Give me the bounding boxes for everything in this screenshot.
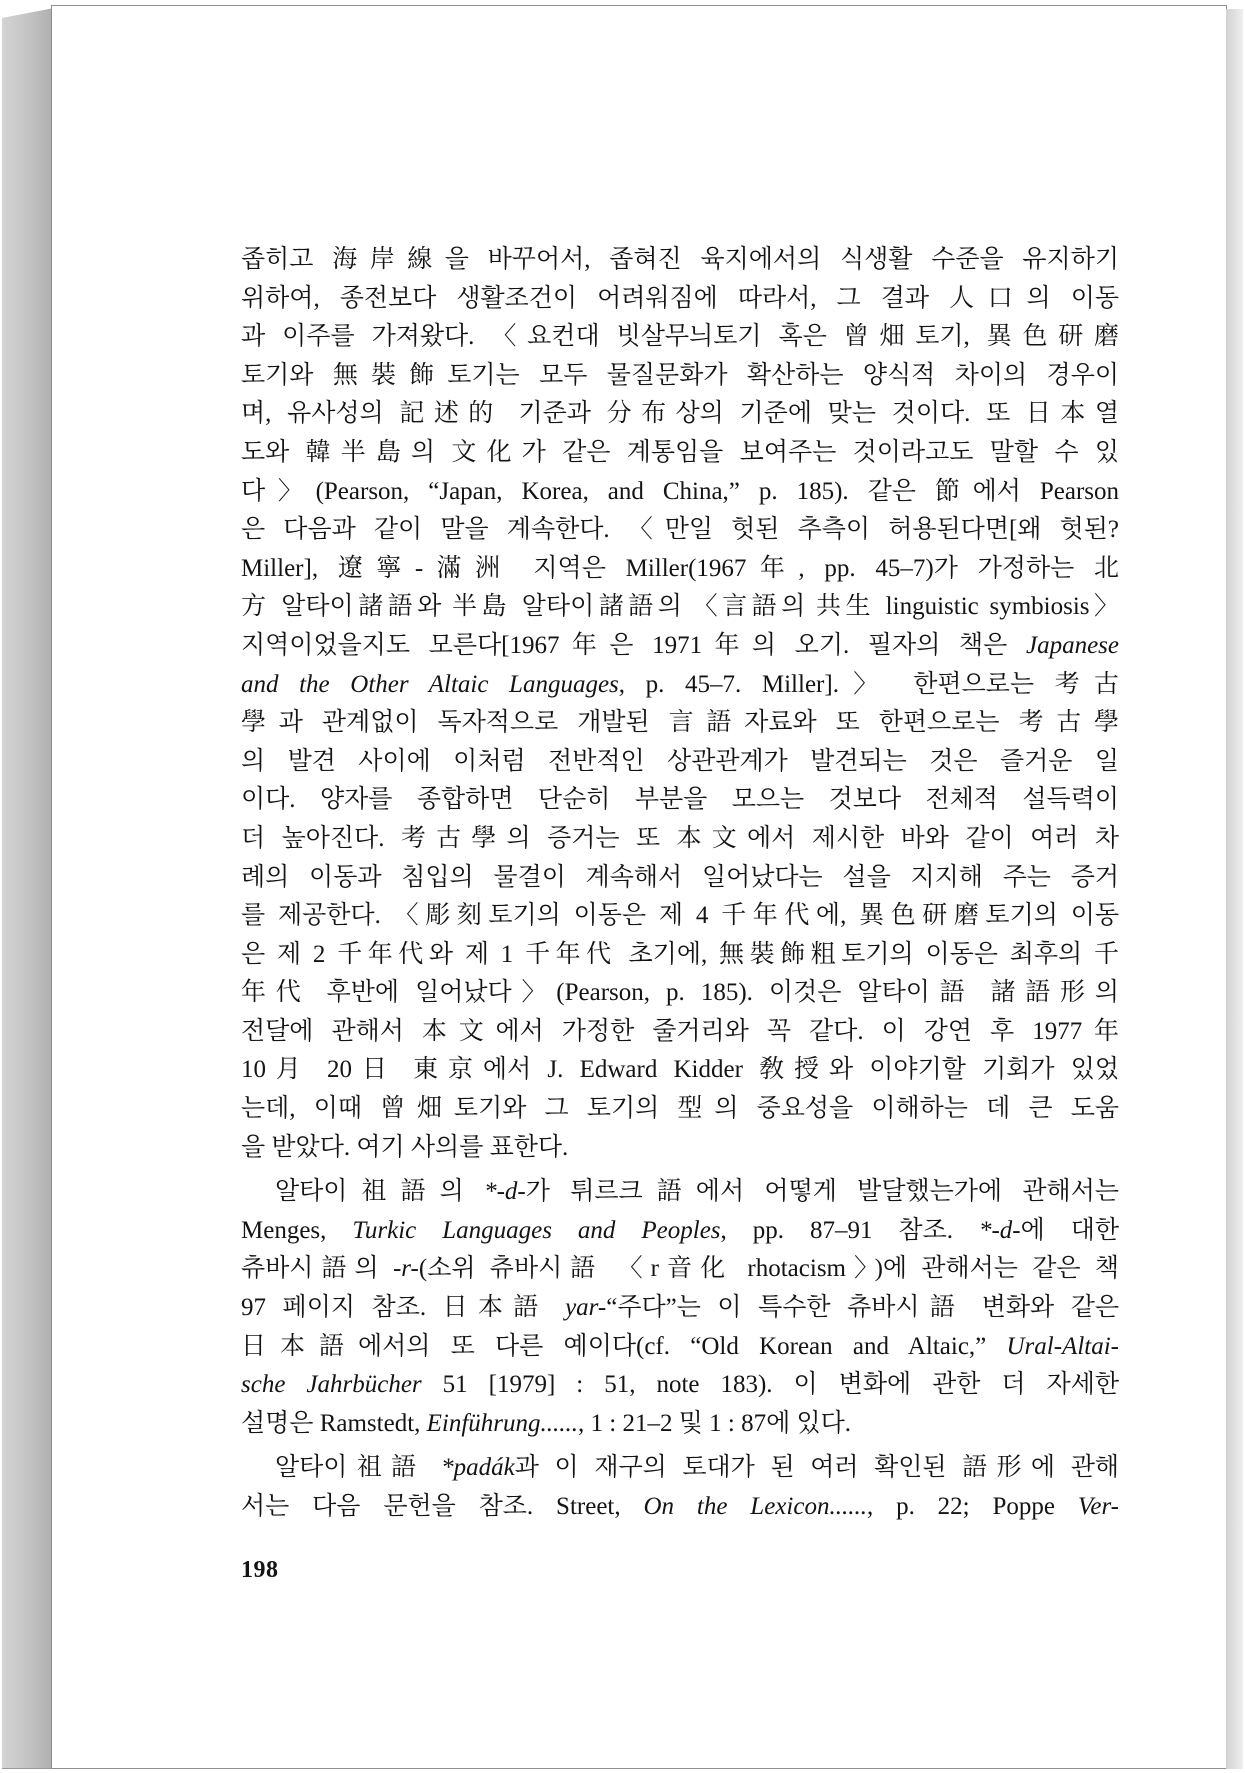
italic-text: Ural-Altai- [1006, 1332, 1119, 1360]
text-line [241, 1328, 1119, 1367]
text-line [241, 1250, 1119, 1289]
text-line [241, 1013, 1119, 1052]
text-line [241, 627, 1119, 666]
italic-text: yar- [565, 1294, 607, 1322]
italic-text: Ver- [1077, 1493, 1120, 1520]
text-run: 서는 다음 문헌을 참조. Street, [241, 1493, 644, 1520]
text-line [241, 318, 1119, 357]
text-run: 이다. 양자를 종합하면 단순히 부분을 모으는 것보다 전체적 설득력이 [241, 786, 1119, 814]
paragraph [241, 241, 1119, 1167]
text-run: (소위 츄바시語 〈r音化 rhotacism〉)에 관해서는 같은 책 [418, 1255, 1119, 1283]
text-line [241, 936, 1119, 975]
italic-text: *padák [441, 1454, 515, 1482]
text-run: 례의 이동과 침입의 물결이 계속해서 일어났다는 설을 지지해 주는 증거 [241, 863, 1119, 891]
text-run: 알타이祖語 [275, 1454, 442, 1482]
text-line [241, 859, 1119, 898]
text-line [241, 666, 1119, 705]
text-line [241, 1051, 1119, 1090]
text-run: 과 이 재구의 토대가 된 여러 확인된 語形에 관해 [514, 1454, 1119, 1482]
italic-text: *-d- [978, 1216, 1021, 1244]
text-run: 은 제 2 千年代와 제 1 千年代 초기에, 無裝飾粗토기의 이동은 최후의 千 [241, 940, 1119, 968]
text-line [241, 1212, 1119, 1251]
text-line [241, 1129, 1119, 1168]
text-line [241, 820, 1119, 859]
paragraph [241, 1173, 1119, 1443]
text-line [241, 550, 1119, 589]
text-run: , 1 : 21–2 및 1 : 87에 있다. [578, 1409, 852, 1437]
text-run: 年代 후반에 일어났다〉(Pearson, p. 185). 이것은 알타이語 諸語形의 [241, 979, 1119, 1007]
text-run: “주다”는 이 특수한 츄바시語 변화와 같은 [606, 1294, 1119, 1322]
text-run: 전달에 관해서 本文에서 가정한 줄거리와 꼭 같다. 이 강연 후 1977年 [241, 1017, 1119, 1045]
text-run: Miller], 遼寧-滿洲 지역은 Miller(1967年, pp. 45–7)가 가정하는 北 [241, 554, 1119, 582]
book-spine [2, 8, 54, 1769]
text-line [241, 1289, 1119, 1328]
text-line [241, 897, 1119, 936]
italic-text: sche Jahrbücher [241, 1371, 422, 1399]
text-run: 설명은 Ramstedt, [241, 1409, 427, 1437]
text-run: , pp. 87–91 참조. [720, 1216, 979, 1244]
text-line [241, 974, 1119, 1013]
text-run: 알타이祖語의 [275, 1178, 485, 1206]
text-run: 學과 관계없이 독자적으로 개발된 言語자료와 또 한편으로는 考古學 [241, 709, 1119, 737]
text-line [241, 241, 1119, 280]
text-run: 을 받았다. 여기 사의를 표한다. [241, 1133, 569, 1161]
text-line [241, 395, 1119, 434]
text-run: 츄바시語의 [241, 1255, 393, 1283]
text-line [241, 1366, 1119, 1405]
text-run: 에 대한 [1020, 1216, 1120, 1244]
text-line [241, 434, 1119, 473]
text-run: 더 높아진다. 考古學의 증거는 또 本文에서 제시한 바와 같이 여러 차 [241, 824, 1119, 852]
text-line [241, 743, 1119, 782]
text-line [241, 781, 1119, 820]
text-run: 과 이주를 가져왔다. 〈요컨대 빗살무늬토기 혹은 曾畑토기, 異色研磨 [241, 323, 1119, 351]
text-line [241, 1405, 1119, 1444]
text-run: 가 튀르크語에서 어떻게 발달했는가에 관해서는 [525, 1178, 1119, 1206]
italic-text: On the Lexicon...... [643, 1493, 867, 1520]
text-run: 토기와 無裝飾토기는 모두 물질문화가 확산하는 양식적 차이의 경우이 [241, 361, 1119, 389]
text-run: 는데, 이때 曾畑토기와 그 토기의 型의 중요성을 이해하는 데 큰 도움 [241, 1095, 1119, 1123]
text-line [241, 280, 1119, 319]
text-line [241, 704, 1119, 743]
italic-text: Turkic Languages and Peoples [352, 1216, 721, 1244]
page-number: 198 [241, 1557, 279, 1583]
text-run: 97 페이지 참조. 日本語 [241, 1294, 566, 1322]
paragraph [241, 1449, 1119, 1526]
text-line [241, 1488, 1119, 1527]
text-line [241, 1449, 1119, 1488]
text-run: 다〉(Pearson, “Japan, Korea, and China,” p. 185). 같은 節에서 Pearson [241, 477, 1119, 505]
text-run: 10月 20日 東京에서 J. Edward Kidder 敎授와 이야기할 기회가 있었 [241, 1056, 1119, 1084]
text-run: 좁히고 海岸線을 바꾸어서, 좁혀진 육지에서의 식생활 수준을 유지하기 [241, 246, 1119, 273]
italic-text: and the Other Altaic Languages [241, 670, 619, 698]
text-run: 위하여, 종전보다 생활조건이 어려워짐에 따라서, 그 결과 人口의 이동 [241, 284, 1119, 312]
text-run: , p. 45–7. Miller].〉 한편으로는 考古 [618, 670, 1119, 698]
text-line [241, 1090, 1119, 1129]
text-run: 를 제공한다. 〈彫刻토기의 이동은 제 4 千年代에, 異色研磨토기의 이동 [241, 902, 1119, 930]
italic-text: *-d- [484, 1178, 526, 1206]
text-run: 은 다음과 같이 말을 계속한다. 〈만일 헛된 추측이 허용된다면[왜 헛된? [241, 516, 1119, 544]
text-run: 51 [1979] : 51, note 183). 이 변화에 관한 더 자세한 [421, 1371, 1119, 1399]
text-run: 方 알타이諸語와 半島 알타이諸語의 〈言語의 共生 linguistic symbiosis〉 [241, 593, 1119, 621]
text-run: 도와 韓半島의 文化가 같은 계통임을 보여주는 것이라고도 말할 수 있 [241, 438, 1119, 466]
text-run: 의 발견 사이에 이처럼 전반적인 상관관계가 발견되는 것은 즐거운 일 [241, 747, 1119, 775]
text-run: , p. 22; Poppe [866, 1493, 1078, 1520]
text-line [241, 473, 1119, 512]
text-line [241, 357, 1119, 396]
italic-text: -r- [392, 1255, 419, 1283]
text-run: 日本語에서의 또 다른 예이다(cf. “Old Korean and Altaic,” [241, 1332, 1007, 1360]
text-line [241, 1173, 1119, 1212]
text-run: Menges, [241, 1216, 353, 1244]
text-run: 지역이었을지도 모른다[1967年은 1971年의 오기. 필자의 책은 [241, 631, 1026, 659]
page-edge-shadow [1226, 9, 1243, 1769]
italic-text: Einführung...... [426, 1409, 579, 1437]
text-line [241, 511, 1119, 550]
text-line [241, 588, 1119, 627]
text-run: 며, 유사성의 記述的 기준과 分布상의 기준에 맞는 것이다. 또 日本열 [241, 400, 1119, 428]
italic-text: Japanese [1025, 631, 1119, 659]
body-text [241, 241, 1119, 1527]
